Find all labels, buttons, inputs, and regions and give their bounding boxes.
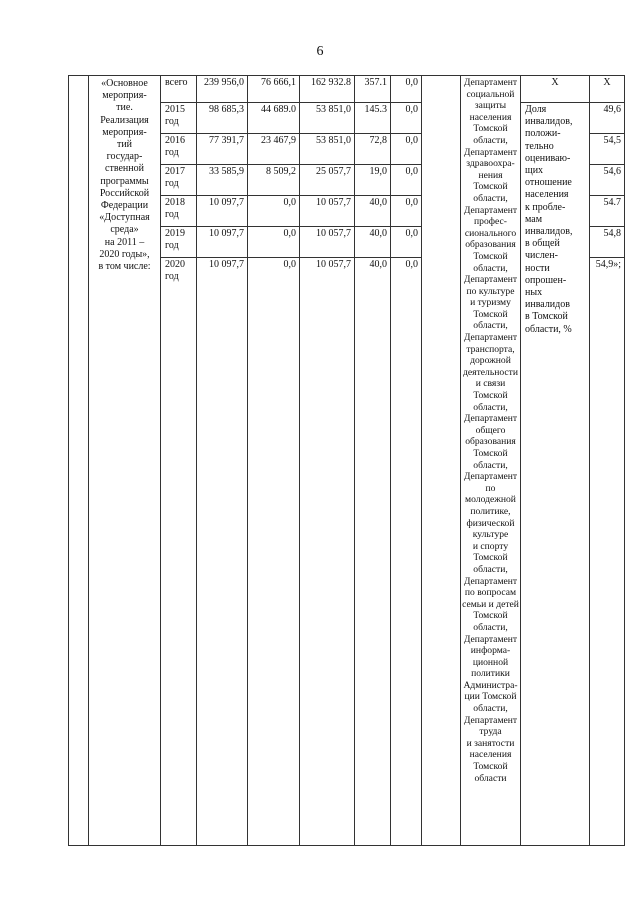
indicator-line: инвалидов,: [525, 226, 573, 238]
executor-line: информа-: [470, 645, 511, 657]
executor-line: по вопросам: [464, 587, 517, 599]
executor-line: Администра-: [463, 679, 518, 691]
executor-line: области,: [473, 703, 508, 715]
activity-name-line: Федерации: [100, 200, 149, 212]
executor-line: культуре: [472, 529, 509, 541]
row-number-cell: [69, 76, 89, 846]
period-cell: [161, 103, 197, 134]
amount-loc-cell: 40,0: [355, 258, 391, 846]
period-label: 2019: [165, 228, 185, 239]
amount-loc-cell: 19,0: [355, 165, 391, 196]
activity-name-line: тие.: [116, 102, 133, 114]
executor-line: образования: [465, 436, 516, 448]
executor-line: области,: [473, 459, 508, 471]
executor-line: здравоохра-: [466, 158, 515, 170]
indicator-line: положи-: [525, 128, 561, 140]
indicator-value-cell: 54,6: [590, 165, 625, 196]
indicator-value-cell: 54,5: [590, 134, 625, 165]
period-cell: [161, 227, 197, 258]
executor-line: образования: [465, 239, 516, 251]
amount-total-cell: 239 956,0: [197, 76, 248, 103]
indicator-line: области, %: [525, 323, 572, 335]
activity-name-line: тий: [116, 139, 133, 151]
executor-line: Томской: [473, 761, 508, 773]
amount-total-cell: 98 685,3: [197, 103, 248, 134]
executor-line: Департамент: [463, 714, 518, 726]
executor-line: области,: [473, 134, 508, 146]
indicator-line: к пробле-: [525, 201, 566, 213]
amount-total-cell: 10 097,7: [197, 227, 248, 258]
period-label: 2015: [165, 104, 185, 115]
executor-line: Томской: [473, 250, 508, 262]
period-label: год: [165, 271, 179, 283]
executors-cell: [461, 76, 521, 846]
executor-line: Томской: [473, 610, 508, 622]
amount-fed-cell: 76 666,1: [248, 76, 300, 103]
executor-line: молодежной: [465, 494, 516, 506]
period-label: 2016: [165, 135, 185, 146]
executor-line: области,: [473, 401, 508, 413]
amount-fed-cell: 23 467,9: [248, 134, 300, 165]
executor-line: Департамент: [463, 413, 518, 425]
executor-line: области,: [473, 563, 508, 575]
amount-total-cell: 33 585,9: [197, 165, 248, 196]
executor-line: Томской: [473, 308, 508, 320]
executor-line: области,: [473, 262, 508, 274]
executor-line: Томской: [473, 448, 508, 459]
amount-extra-cell: 0,0: [391, 165, 422, 196]
amount-extra-cell: 0,0: [391, 103, 422, 134]
indicator-line: инвалидов: [525, 299, 570, 311]
period-cell: [161, 134, 197, 165]
activity-name-line: ственной: [105, 163, 144, 175]
indicator-line: щих: [525, 165, 544, 177]
amount-reg-cell: 10 057,7: [300, 258, 355, 846]
executor-line: по культуре: [466, 285, 515, 297]
activity-name-line: Российской: [99, 187, 150, 199]
period-label: всего: [165, 77, 188, 88]
activity-name-line: программы: [100, 175, 149, 187]
executor-line: общего: [475, 424, 506, 436]
executor-line: Департамент: [463, 146, 518, 158]
executor-line: по: [485, 482, 496, 494]
executor-line: политики: [471, 668, 510, 680]
amount-loc-cell: 40,0: [355, 196, 391, 227]
amount-total-cell: 10 097,7: [197, 196, 248, 227]
amount-extra-cell: 0,0: [391, 258, 422, 846]
page-number: 6: [316, 44, 324, 59]
period-cell: [161, 165, 197, 196]
amount-reg-cell: 25 057,7: [300, 165, 355, 196]
amount-reg-cell: 10 057,7: [300, 227, 355, 258]
executor-line: Томской: [473, 123, 508, 135]
executor-line: области,: [473, 192, 508, 204]
executor-line: политике,: [470, 505, 511, 517]
indicator-line: в общей: [525, 238, 560, 250]
indicator-line: населения: [525, 189, 569, 201]
amount-fed-cell: 8 509,2: [248, 165, 300, 196]
indicator-line: оцениваю-: [525, 152, 571, 164]
indicator-line: отношение: [525, 177, 572, 189]
activity-name-cell: [89, 76, 161, 846]
activity-name-line: мероприя-: [102, 126, 147, 138]
indicator-line: ности: [525, 262, 550, 274]
period-label: год: [165, 147, 179, 159]
indicator-line: в Томской: [525, 311, 568, 323]
table-row: [69, 76, 625, 103]
executor-line: транспорта,: [466, 343, 515, 355]
amount-fed-cell: 0,0: [248, 196, 300, 227]
amount-total-cell: 77 391,7: [197, 134, 248, 165]
indicator-line: опрошен-: [525, 274, 567, 286]
amount-reg-cell: 53 851,0: [300, 103, 355, 134]
executor-line: Департамент: [463, 575, 518, 587]
executor-line: Департамент: [463, 274, 518, 286]
executor-line: Томской: [473, 181, 508, 193]
indicator-line: тельно: [525, 140, 554, 152]
period-label: 2018: [165, 197, 185, 208]
indicator-line: инвалидов,: [525, 116, 573, 128]
amount-extra-cell: 0,0: [391, 227, 422, 258]
amount-extra-cell: 0,0: [391, 134, 422, 165]
executor-line: Департамент: [463, 77, 518, 88]
executor-line: Томской: [473, 390, 508, 402]
indicator-line: ных: [525, 287, 543, 299]
amount-reg-cell: 162 932.8: [300, 76, 355, 103]
indicator-header-cell: Х: [521, 76, 590, 103]
amount-extra-cell: 0,0: [391, 76, 422, 103]
amount-fed-cell: 0,0: [248, 258, 300, 846]
executor-line: деятельности: [463, 366, 518, 378]
indicator-value-cell: 49,6: [590, 103, 625, 134]
activity-name-line: Реализация: [100, 114, 149, 126]
executor-line: Томской: [473, 552, 508, 564]
executor-line: населения: [469, 749, 512, 761]
executor-line: семьи и детей: [462, 598, 519, 610]
executor-line: нения: [478, 169, 503, 181]
indicator-line: числен-: [525, 250, 558, 262]
executor-line: труда: [479, 726, 502, 738]
executor-line: Департамент: [463, 471, 518, 483]
empty-cell: [422, 76, 461, 846]
period-cell: [161, 258, 197, 846]
amount-loc-cell: 145.3: [355, 103, 391, 134]
indicator-value-cell: 54.7: [590, 196, 625, 227]
executor-line: социальной: [466, 88, 515, 100]
executor-line: области: [474, 772, 507, 784]
activity-name-line: «Основное: [101, 78, 148, 89]
amount-reg-cell: 53 851,0: [300, 134, 355, 165]
activity-name-line: на 2011 –: [104, 236, 145, 248]
activity-name-line: «Доступная: [99, 212, 150, 224]
executor-line: защиты: [474, 100, 507, 112]
period-cell: [161, 196, 197, 227]
period-label: 2017: [165, 166, 185, 177]
activity-name-line: 2020 годы»,: [99, 248, 150, 260]
period-label: год: [165, 209, 179, 221]
executor-line: сионального: [464, 227, 517, 239]
executor-line: и связи: [475, 378, 506, 390]
executor-line: и спорту: [472, 540, 509, 552]
amount-loc-cell: 357.1: [355, 76, 391, 103]
period-cell: [161, 76, 197, 103]
amount-reg-cell: 10 057,7: [300, 196, 355, 227]
executor-line: Департамент: [463, 332, 518, 344]
amount-loc-cell: 72,8: [355, 134, 391, 165]
executor-line: профес-: [474, 216, 507, 228]
activity-name-line: среда»: [110, 224, 139, 236]
indicator-line: Доля: [525, 104, 547, 115]
activity-name-line: государ-: [106, 151, 143, 163]
indicator-value-cell: 54,8: [590, 227, 625, 258]
program-table: [68, 75, 625, 846]
executor-line: Департамент: [463, 204, 518, 216]
indicator-name-cell: [521, 103, 590, 846]
period-label: год: [165, 116, 179, 128]
indicator-value-cell: 54,9»;: [590, 258, 625, 846]
executor-line: и занятости: [466, 737, 515, 749]
activity-name-line: в том числе:: [98, 261, 151, 273]
amount-loc-cell: 40,0: [355, 227, 391, 258]
amount-total-cell: 10 097,7: [197, 258, 248, 846]
executor-line: ции Томской: [464, 691, 517, 703]
indicator-value-header-cell: Х: [590, 76, 625, 103]
period-label: год: [165, 178, 179, 190]
amount-fed-cell: 44 689.0: [248, 103, 300, 134]
executor-line: населения: [469, 111, 512, 123]
period-label: 2020: [165, 259, 185, 270]
amount-fed-cell: 0,0: [248, 227, 300, 258]
amount-extra-cell: 0,0: [391, 196, 422, 227]
activity-name-line: мероприя-: [102, 90, 147, 102]
indicator-line: мам: [525, 213, 543, 225]
executor-line: ционной: [472, 656, 509, 668]
executor-line: дорожной: [470, 355, 511, 367]
executor-line: физической: [466, 517, 515, 529]
executor-line: области,: [473, 320, 508, 332]
executor-line: и туризму: [470, 297, 511, 309]
period-label: год: [165, 240, 179, 252]
executor-line: области,: [473, 621, 508, 633]
executor-line: Департамент: [463, 633, 518, 645]
